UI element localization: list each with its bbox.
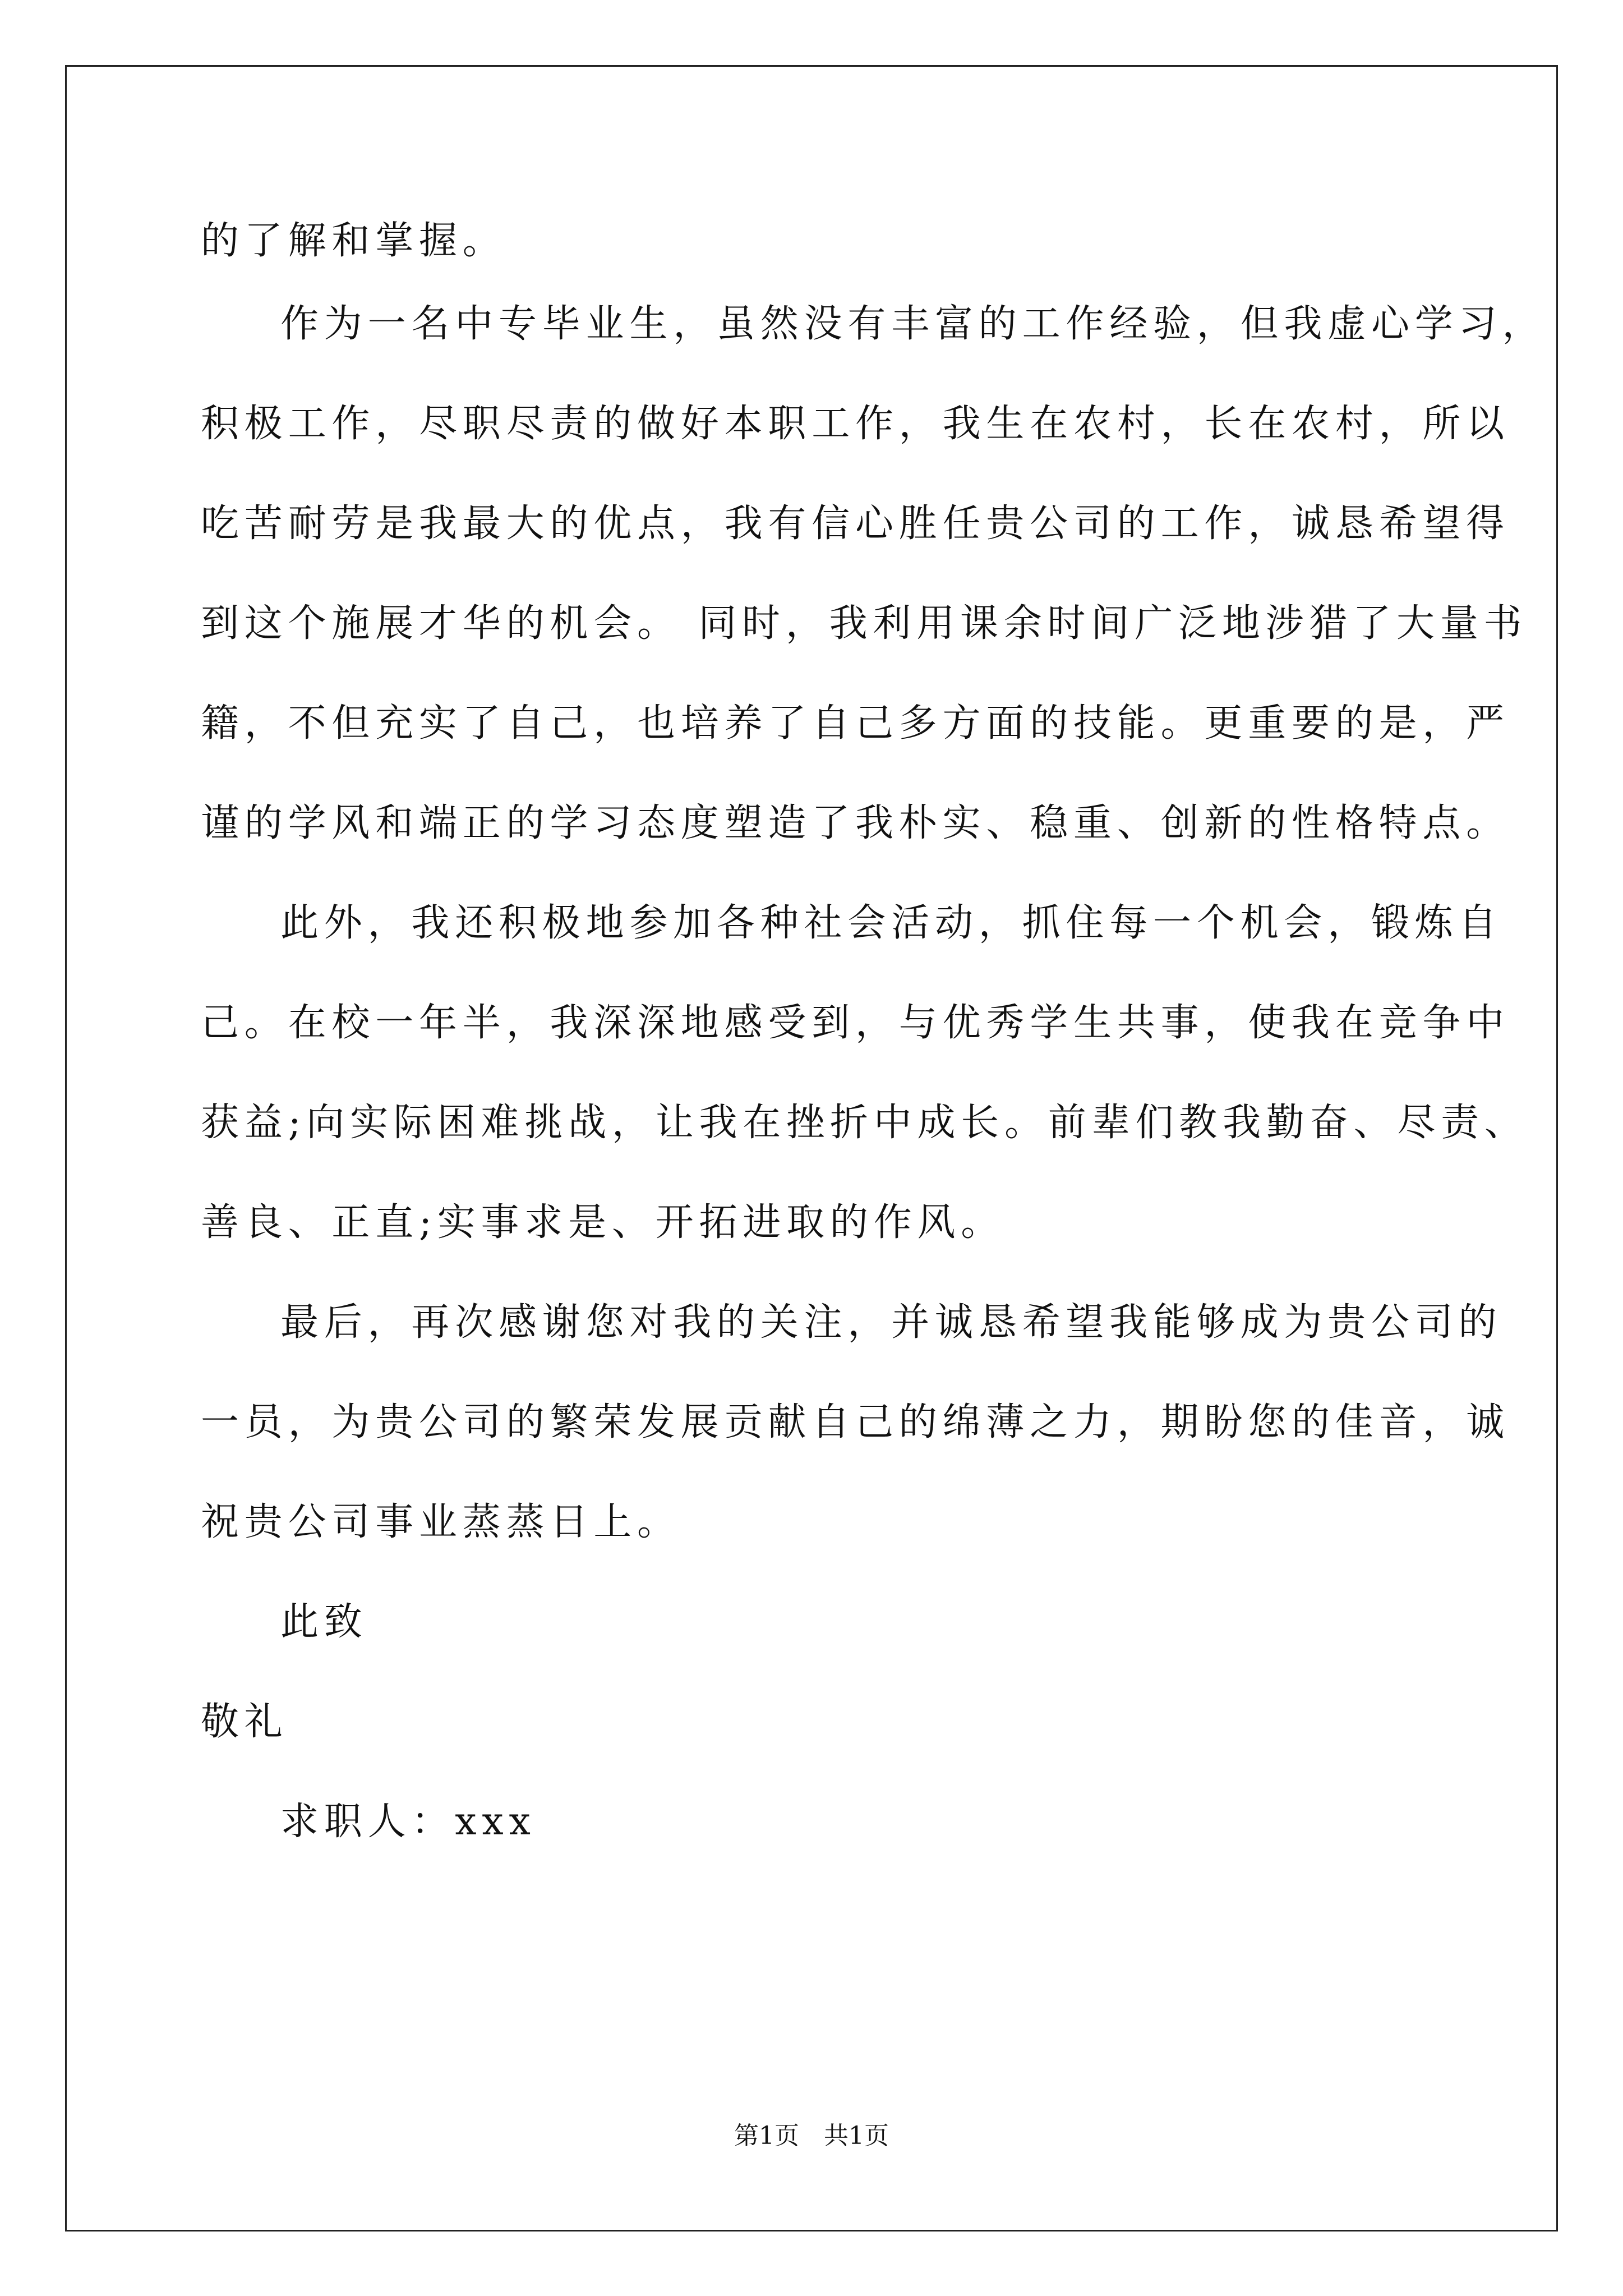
text-line-1: 的了解和掌握。 bbox=[201, 219, 506, 263]
text-line-6: 籍，不但充实了自己，也培养了自己多方面的技能。更重要的是，严 bbox=[201, 701, 1510, 746]
text-line-12: 最后，再次感谢您对我的关注，并诚恳希望我能够成为贵公司的 bbox=[280, 1300, 1502, 1345]
text-line-10: 获益;向实际困难挑战，让我在挫折中成长。前辈们教我勤奋、尽责、 bbox=[201, 1101, 1528, 1145]
text-line-3: 积极工作，尽职尽责的做好本职工作，我生在农村，长在农村，所以 bbox=[201, 402, 1510, 446]
text-line-17: 求职人：xxx bbox=[280, 1800, 536, 1844]
page-footer: 第1页 共1页 bbox=[734, 2122, 889, 2150]
text-line-11: 善良、正直;实事求是、开拓进取的作风。 bbox=[201, 1200, 1005, 1245]
text-line-5: 到这个施展才华的机会。 同时，我利用课余时间广泛地涉猎了大量书 bbox=[201, 601, 1528, 646]
text-line-13: 一员，为贵公司的繁荣发展贡献自己的绵薄之力，期盼您的佳音，诚 bbox=[201, 1400, 1510, 1444]
text-line-16: 敬礼 bbox=[201, 1700, 288, 1744]
text-line-15: 此致 bbox=[280, 1600, 368, 1644]
text-line-9: 己。在校一年半，我深深地感受到，与优秀学生共事，使我在竞争中 bbox=[201, 1001, 1510, 1045]
text-line-4: 吃苦耐劳是我最大的优点，我有信心胜任贵公司的工作，诚恳希望得 bbox=[201, 501, 1510, 546]
text-line-7: 谨的学风和端正的学习态度塑造了我朴实、稳重、创新的性格特点。 bbox=[201, 801, 1510, 845]
text-line-2: 作为一名中专毕业生，虽然没有丰富的工作经验，但我虚心学习， bbox=[280, 302, 1546, 346]
page-border bbox=[65, 65, 1558, 2231]
text-line-8: 此外，我还积极地参加各种社会活动，抓住每一个机会，锻炼自 bbox=[280, 901, 1502, 945]
text-line-14: 祝贵公司事业蒸蒸日上。 bbox=[201, 1500, 681, 1544]
